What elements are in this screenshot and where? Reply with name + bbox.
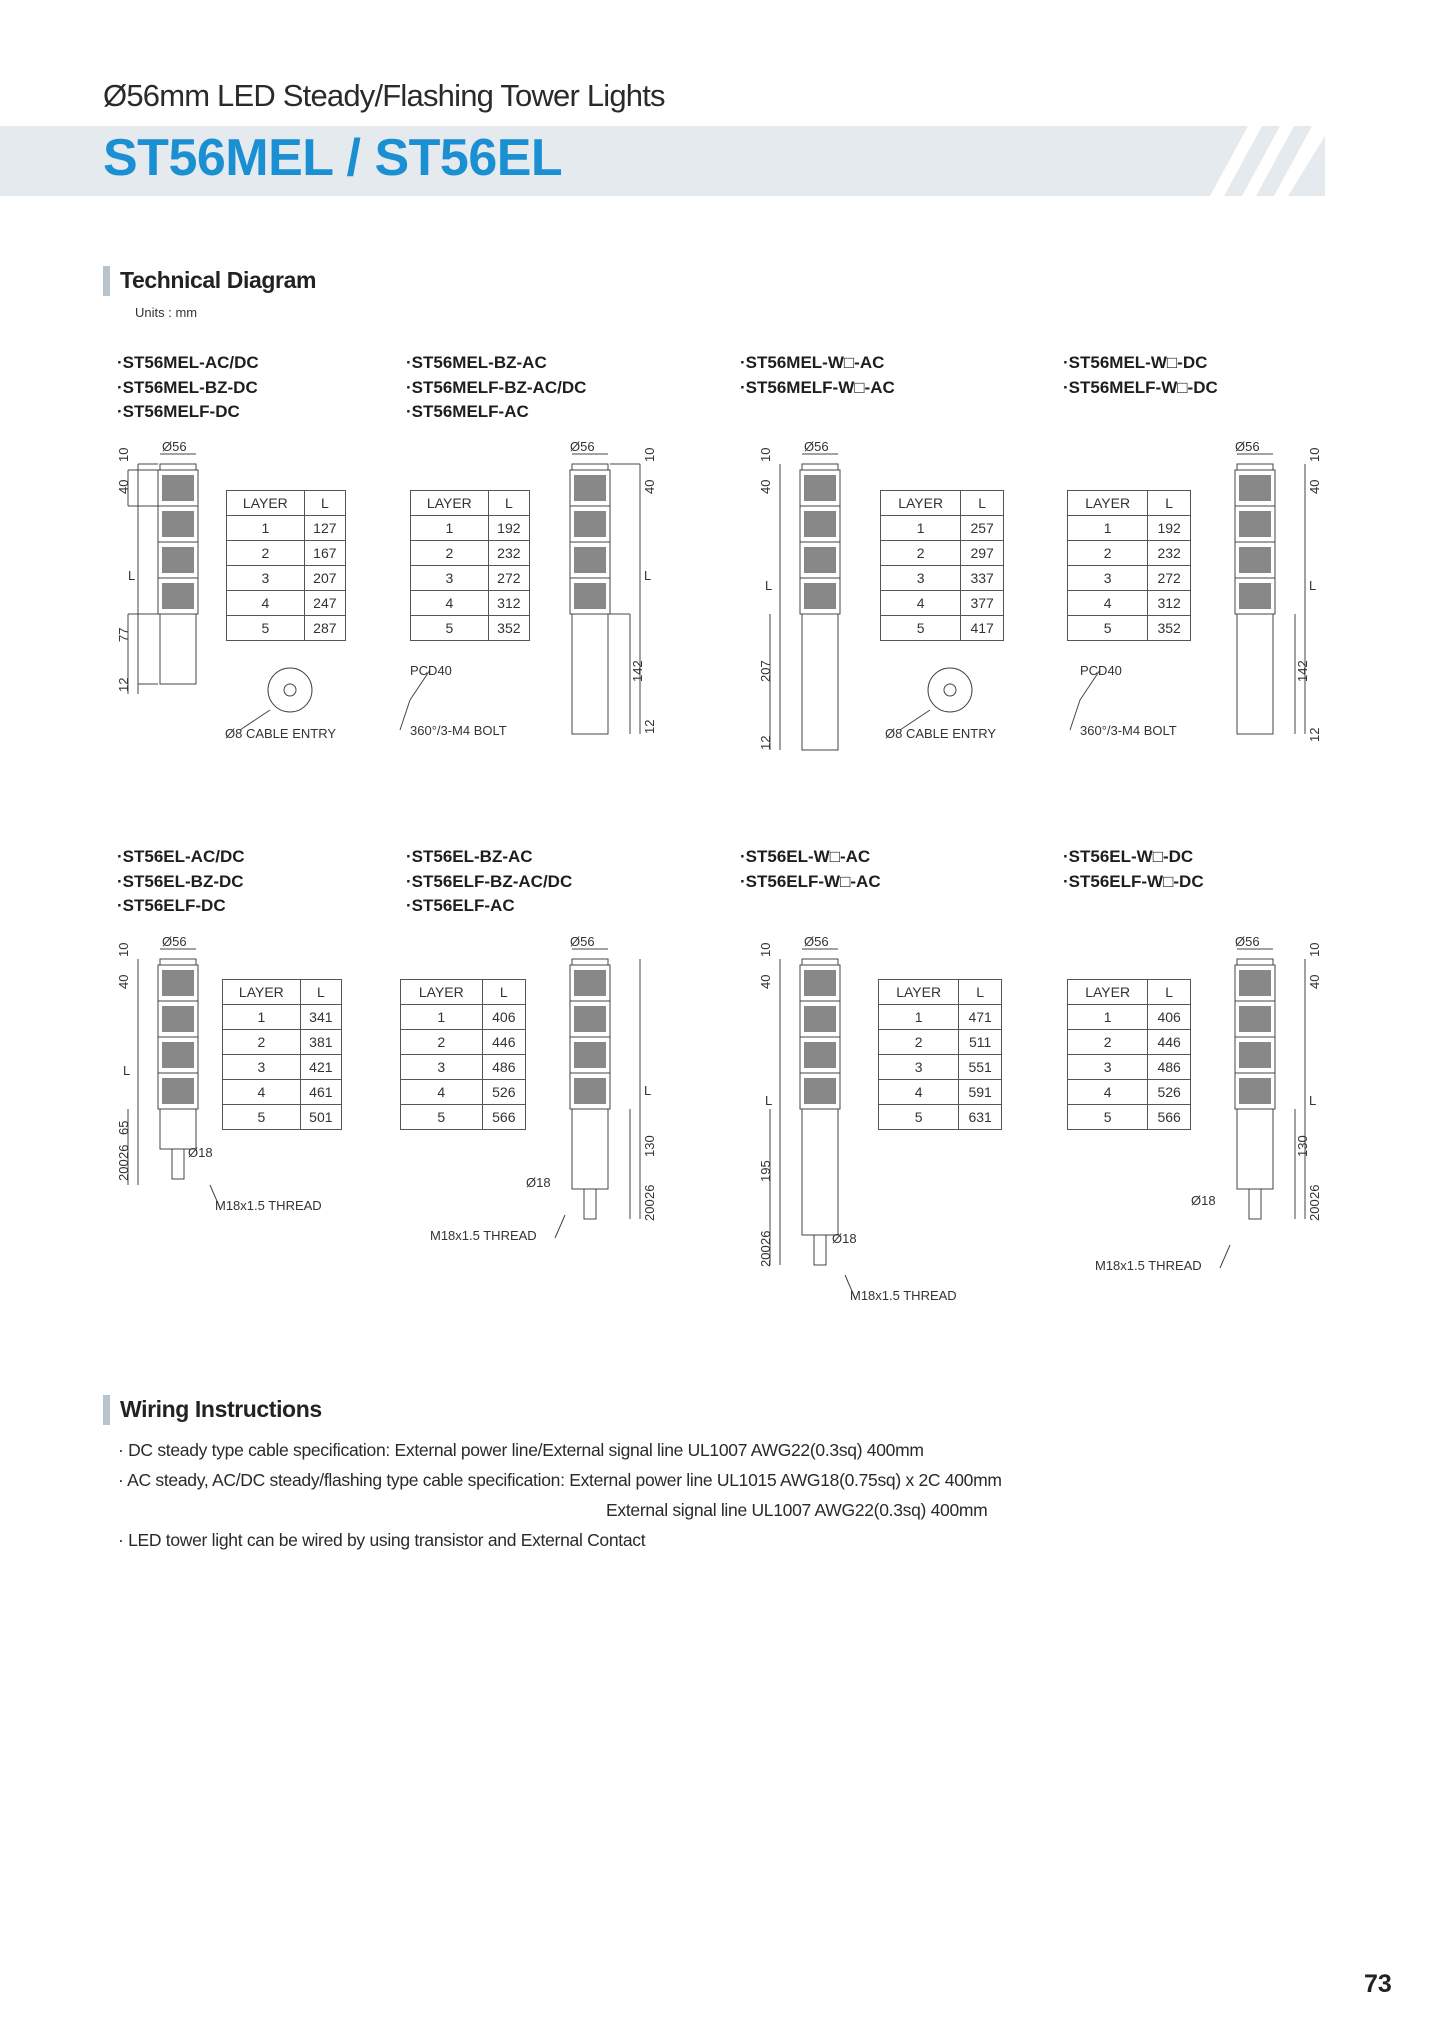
- table-header-row: [1068, 491, 1191, 516]
- model-name: ·ST56MELF-AC: [406, 402, 529, 421]
- thread-callout: [835, 1270, 995, 1310]
- dimension-label: L: [123, 1063, 131, 1078]
- layer-cell: 2: [411, 541, 489, 566]
- diameter-label: Ø56: [162, 439, 187, 454]
- layer-cell: 4: [223, 1080, 301, 1105]
- length-cell: 446: [482, 1030, 525, 1055]
- pcd-bolt-callout: [1060, 660, 1220, 740]
- layer-table: [222, 979, 342, 1130]
- table-row: [879, 1055, 1002, 1080]
- model-name: ·ST56ELF-W□-AC: [740, 871, 881, 891]
- pcd-label: PCD40: [410, 663, 452, 678]
- length-cell: 421: [300, 1055, 341, 1080]
- layer-cell: 3: [1068, 1055, 1148, 1080]
- pipe-diameter-label: Ø18: [526, 1175, 551, 1190]
- layer-header: LAYER: [223, 980, 301, 1005]
- table-row: [411, 591, 530, 616]
- table-row: [401, 1030, 526, 1055]
- table-row: [227, 616, 346, 641]
- dimension-label: 26: [758, 1230, 773, 1245]
- layer-cell: 4: [1068, 591, 1148, 616]
- table-row: [1068, 1030, 1191, 1055]
- dimension-label: 10: [758, 942, 773, 957]
- dimension-label: 200: [1307, 1199, 1322, 1221]
- section-marker: [103, 1395, 110, 1425]
- table-row: [223, 1055, 342, 1080]
- tower-drawing: [1225, 440, 1335, 760]
- layer-cell: 1: [411, 516, 489, 541]
- layer-cell: 1: [401, 1005, 483, 1030]
- layer-table: [878, 979, 1002, 1130]
- table-row: [1068, 541, 1191, 566]
- page-number: 73: [1364, 1970, 1392, 1998]
- dimension-label: 12: [116, 677, 131, 692]
- dimension-label: L: [128, 568, 136, 583]
- model-list: [117, 351, 259, 425]
- wiring-line: · DC steady type cable specification: External power line/External signal line UL1007 AWG22(0.3sq) 400mm: [118, 1440, 924, 1460]
- layer-header: LAYER: [227, 491, 305, 516]
- layer-cell: 1: [881, 516, 961, 541]
- table-row: [401, 1005, 526, 1030]
- dimension-label: 40: [642, 479, 657, 494]
- length-cell: 232: [488, 541, 529, 566]
- diameter-label: Ø56: [1235, 439, 1260, 454]
- table-row: [411, 516, 530, 541]
- model-name: ·ST56MELF-BZ-AC/DC: [406, 377, 587, 397]
- layer-cell: 5: [881, 616, 961, 641]
- thread-label: M18x1.5 THREAD: [850, 1288, 957, 1303]
- model-name: ·ST56MELF-W□-AC: [740, 377, 895, 397]
- layer-table: [880, 490, 1004, 641]
- length-cell: 471: [959, 1005, 1002, 1030]
- dimension-label: 40: [758, 974, 773, 989]
- dimension-label: 200: [642, 1199, 657, 1221]
- tower-drawing: [560, 440, 670, 740]
- dimension-label: 10: [1307, 447, 1322, 462]
- table-row: [879, 1030, 1002, 1055]
- dimension-label: 40: [1307, 479, 1322, 494]
- dimension-label: 10: [758, 447, 773, 462]
- dimension-label: 40: [758, 479, 773, 494]
- units-note: Units : mm: [135, 305, 198, 320]
- length-cell: 272: [488, 566, 529, 591]
- wiring-line: · LED tower light can be wired by using transistor and External Contact: [118, 1530, 646, 1550]
- pipe-diameter-label: Ø18: [188, 1145, 213, 1160]
- dimension-label: 207: [758, 660, 773, 682]
- technical-diagram-heading: Technical Diagram: [120, 267, 317, 293]
- length-cell: 461: [300, 1080, 341, 1105]
- page-subtitle: Ø56mm LED Steady/Flashing Tower Lights: [103, 78, 665, 113]
- l-header: L: [961, 491, 1004, 516]
- l-header: L: [304, 491, 345, 516]
- length-cell: 127: [304, 516, 345, 541]
- pcd-label: PCD40: [1080, 663, 1122, 678]
- table-row: [223, 1030, 342, 1055]
- l-header: L: [482, 980, 525, 1005]
- dimension-label: 77: [116, 627, 131, 642]
- layer-header: LAYER: [1068, 980, 1148, 1005]
- table-row: [223, 1005, 342, 1030]
- table-row: [1068, 1055, 1191, 1080]
- model-name: ·ST56EL-BZ-AC: [406, 847, 533, 866]
- length-cell: 566: [482, 1105, 525, 1130]
- diameter-label: Ø56: [804, 934, 829, 949]
- length-cell: 406: [1148, 1005, 1191, 1030]
- layer-table: [410, 490, 530, 641]
- layer-cell: 5: [879, 1105, 959, 1130]
- layer-cell: 5: [223, 1105, 301, 1130]
- table-header-row: [1068, 980, 1191, 1005]
- table-row: [881, 541, 1004, 566]
- l-header: L: [1148, 980, 1191, 1005]
- length-cell: 312: [1148, 591, 1191, 616]
- cable-entry-label: Ø8 CABLE ENTRY: [885, 726, 997, 741]
- table-row: [227, 591, 346, 616]
- length-cell: 352: [1148, 616, 1191, 641]
- table-header-row: [881, 491, 1004, 516]
- layer-cell: 4: [881, 591, 961, 616]
- layer-table: [1067, 490, 1191, 641]
- length-cell: 312: [488, 591, 529, 616]
- wiring-heading: Wiring Instructions: [120, 1396, 322, 1422]
- dimension-label: 10: [642, 447, 657, 462]
- layer-table: [400, 979, 526, 1130]
- dimension-label: 26: [642, 1184, 657, 1199]
- table-row: [881, 616, 1004, 641]
- layer-header: LAYER: [411, 491, 489, 516]
- table-row: [1068, 616, 1191, 641]
- table-row: [223, 1105, 342, 1130]
- dimension-label: 40: [1307, 974, 1322, 989]
- layer-header: LAYER: [879, 980, 959, 1005]
- table-row: [1068, 1005, 1191, 1030]
- table-header-row: [227, 491, 346, 516]
- layer-cell: 5: [227, 616, 305, 641]
- layer-table: [1067, 979, 1191, 1130]
- table-row: [223, 1080, 342, 1105]
- dimension-label: 10: [116, 942, 131, 957]
- dimension-label: L: [765, 1093, 773, 1108]
- layer-header: LAYER: [1068, 491, 1148, 516]
- model-name: ·ST56MEL-BZ-AC: [406, 353, 547, 372]
- layer-cell: 5: [411, 616, 489, 641]
- tower-drawing: [760, 440, 870, 760]
- table-row: [879, 1080, 1002, 1105]
- thread-label: M18x1.5 THREAD: [430, 1228, 537, 1243]
- length-cell: 551: [959, 1055, 1002, 1080]
- layer-cell: 2: [223, 1030, 301, 1055]
- diameter-label: Ø56: [570, 439, 595, 454]
- table-row: [1068, 516, 1191, 541]
- layer-cell: 4: [401, 1080, 483, 1105]
- bolt-label: 360°/3-M4 BOLT: [410, 723, 507, 738]
- dimension-label: 26: [1307, 1184, 1322, 1199]
- cable-entry-label: Ø8 CABLE ENTRY: [225, 726, 337, 741]
- table-header-row: [223, 980, 342, 1005]
- layer-cell: 1: [1068, 516, 1148, 541]
- table-row: [401, 1055, 526, 1080]
- layer-cell: 3: [411, 566, 489, 591]
- table-row: [1068, 1105, 1191, 1130]
- table-header-row: [879, 980, 1002, 1005]
- length-cell: 406: [482, 1005, 525, 1030]
- length-cell: 486: [1148, 1055, 1191, 1080]
- layer-cell: 3: [401, 1055, 483, 1080]
- pcd-bolt-callout: [390, 660, 550, 740]
- pipe-diameter-label: Ø18: [1191, 1193, 1216, 1208]
- layer-cell: 2: [1068, 541, 1148, 566]
- thread-callout: [1090, 1240, 1250, 1280]
- model-list: [406, 351, 586, 425]
- table-row: [879, 1005, 1002, 1030]
- table-row: [1068, 566, 1191, 591]
- model-name: ·ST56ELF-AC: [406, 896, 515, 915]
- length-cell: 566: [1148, 1105, 1191, 1130]
- dimension-label: 10: [1307, 942, 1322, 957]
- diameter-label: Ø56: [162, 934, 187, 949]
- model-name: ·ST56EL-AC/DC: [117, 847, 245, 866]
- section-marker: [103, 266, 110, 296]
- table-header-row: [411, 491, 530, 516]
- layer-table: [226, 490, 346, 641]
- table-row: [227, 516, 346, 541]
- diameter-label: Ø56: [804, 439, 829, 454]
- dimension-label: 12: [758, 735, 773, 750]
- table-header-row: [401, 980, 526, 1005]
- table-row: [879, 1105, 1002, 1130]
- model-name: ·ST56MELF-DC: [117, 402, 240, 421]
- length-cell: 446: [1148, 1030, 1191, 1055]
- tower-drawing: [118, 440, 228, 700]
- layer-cell: 2: [401, 1030, 483, 1055]
- model-name: ·ST56MELF-W□-DC: [1063, 377, 1218, 397]
- layer-cell: 3: [881, 566, 961, 591]
- length-cell: 352: [488, 616, 529, 641]
- length-cell: 192: [1148, 516, 1191, 541]
- dimension-label: L: [1309, 578, 1317, 593]
- length-cell: 381: [300, 1030, 341, 1055]
- length-cell: 591: [959, 1080, 1002, 1105]
- table-row: [1068, 1080, 1191, 1105]
- length-cell: 297: [961, 541, 1004, 566]
- length-cell: 526: [1148, 1080, 1191, 1105]
- dimension-label: 12: [1307, 727, 1322, 742]
- length-cell: 167: [304, 541, 345, 566]
- table-row: [227, 566, 346, 591]
- header-stripes-graphic: [1180, 126, 1325, 196]
- model-name: ·ST56ELF-W□-DC: [1063, 871, 1204, 891]
- layer-cell: 1: [879, 1005, 959, 1030]
- model-name: ·ST56ELF-BZ-AC/DC: [406, 871, 573, 891]
- length-cell: 337: [961, 566, 1004, 591]
- length-cell: 501: [300, 1105, 341, 1130]
- length-cell: 341: [300, 1005, 341, 1030]
- layer-cell: 3: [879, 1055, 959, 1080]
- thread-callout: [200, 1180, 340, 1220]
- layer-cell: 1: [1068, 1005, 1148, 1030]
- model-list: [117, 845, 245, 919]
- length-cell: 377: [961, 591, 1004, 616]
- tower-drawing: [526, 934, 670, 1235]
- length-cell: 417: [961, 616, 1004, 641]
- length-cell: 247: [304, 591, 345, 616]
- layer-cell: 5: [1068, 616, 1148, 641]
- model-name: ·ST56EL-BZ-DC: [117, 871, 244, 891]
- layer-cell: 5: [401, 1105, 483, 1130]
- layer-cell: 2: [881, 541, 961, 566]
- model-list: [740, 845, 881, 894]
- table-row: [1068, 591, 1191, 616]
- thread-label: M18x1.5 THREAD: [1095, 1258, 1202, 1273]
- layer-cell: 5: [1068, 1105, 1148, 1130]
- dimension-label: L: [765, 578, 773, 593]
- length-cell: 511: [959, 1030, 1002, 1055]
- model-list: [406, 845, 572, 919]
- diameter-label: Ø56: [570, 934, 595, 949]
- dimension-label: 200: [116, 1159, 131, 1181]
- l-header: L: [300, 980, 341, 1005]
- layer-cell: 2: [879, 1030, 959, 1055]
- layer-header: LAYER: [401, 980, 483, 1005]
- table-row: [881, 591, 1004, 616]
- table-row: [881, 516, 1004, 541]
- layer-cell: 2: [1068, 1030, 1148, 1055]
- dimension-label: 130: [1295, 1135, 1310, 1157]
- thread-label: M18x1.5 THREAD: [215, 1198, 322, 1213]
- model-list: [1063, 845, 1204, 894]
- table-row: [881, 566, 1004, 591]
- tower-drawing: [118, 935, 228, 1195]
- tower-drawing: [760, 935, 870, 1275]
- layer-cell: 1: [227, 516, 305, 541]
- layer-cell: 1: [223, 1005, 301, 1030]
- l-header: L: [488, 491, 529, 516]
- model-list: [1063, 351, 1218, 400]
- length-cell: 526: [482, 1080, 525, 1105]
- dimension-label: 10: [116, 447, 131, 462]
- pipe-diameter-label: Ø18: [832, 1231, 857, 1246]
- wiring-line: · AC steady, AC/DC steady/flashing type cable specification: External power line UL1015 AWG18(0.75sq) x 2C 400mm: [118, 1470, 1002, 1490]
- length-cell: 207: [304, 566, 345, 591]
- model-name: ·ST56EL-W□-DC: [1063, 847, 1194, 866]
- model-name: ·ST56MEL-W□-AC: [740, 353, 885, 372]
- model-name: ·ST56EL-W□-AC: [740, 847, 871, 866]
- length-cell: 486: [482, 1055, 525, 1080]
- length-cell: 287: [304, 616, 345, 641]
- tower-drawing: [1191, 934, 1335, 1235]
- dimension-label: 130: [642, 1135, 657, 1157]
- model-name: ·ST56MEL-BZ-DC: [117, 377, 258, 397]
- dimension-label: 142: [1295, 660, 1310, 682]
- dimension-label: L: [1309, 1093, 1317, 1108]
- cable-entry-callout: [880, 660, 1020, 740]
- dimension-label: 65: [116, 1120, 131, 1135]
- dimension-label: 200: [758, 1245, 773, 1267]
- layer-header: LAYER: [881, 491, 961, 516]
- table-row: [411, 566, 530, 591]
- layer-cell: 4: [879, 1080, 959, 1105]
- length-cell: 257: [961, 516, 1004, 541]
- l-header: L: [959, 980, 1002, 1005]
- bolt-label: 360°/3-M4 BOLT: [1080, 723, 1177, 738]
- length-cell: 272: [1148, 566, 1191, 591]
- table-row: [401, 1105, 526, 1130]
- l-header: L: [1148, 491, 1191, 516]
- layer-cell: 3: [1068, 566, 1148, 591]
- length-cell: 192: [488, 516, 529, 541]
- dimension-label: L: [644, 568, 652, 583]
- page-title: ST56MEL / ST56EL: [103, 129, 563, 187]
- dimension-label: L: [644, 1083, 652, 1098]
- dimension-label: 40: [116, 479, 131, 494]
- model-name: ·ST56MEL-W□-DC: [1063, 353, 1208, 372]
- length-cell: 232: [1148, 541, 1191, 566]
- cable-entry-callout: [220, 660, 360, 740]
- layer-cell: 2: [227, 541, 305, 566]
- diameter-label: Ø56: [1235, 934, 1260, 949]
- layer-cell: 3: [223, 1055, 301, 1080]
- length-cell: 631: [959, 1105, 1002, 1130]
- layer-cell: 4: [227, 591, 305, 616]
- table-row: [411, 541, 530, 566]
- dimension-label: 12: [642, 719, 657, 734]
- wiring-line: External signal line UL1007 AWG22(0.3sq) 400mm: [606, 1500, 988, 1520]
- layer-cell: 3: [227, 566, 305, 591]
- model-list: [740, 351, 895, 400]
- layer-cell: 4: [411, 591, 489, 616]
- layer-cell: 4: [1068, 1080, 1148, 1105]
- table-row: [401, 1080, 526, 1105]
- thread-callout: [425, 1210, 585, 1250]
- dimension-label: 142: [630, 660, 645, 682]
- table-row: [411, 616, 530, 641]
- model-name: ·ST56MEL-AC/DC: [117, 353, 259, 372]
- table-row: [227, 541, 346, 566]
- dimension-label: 40: [116, 974, 131, 989]
- dimension-label: 195: [758, 1160, 773, 1182]
- model-name: ·ST56ELF-DC: [117, 896, 226, 915]
- dimension-label: 26: [116, 1144, 131, 1159]
